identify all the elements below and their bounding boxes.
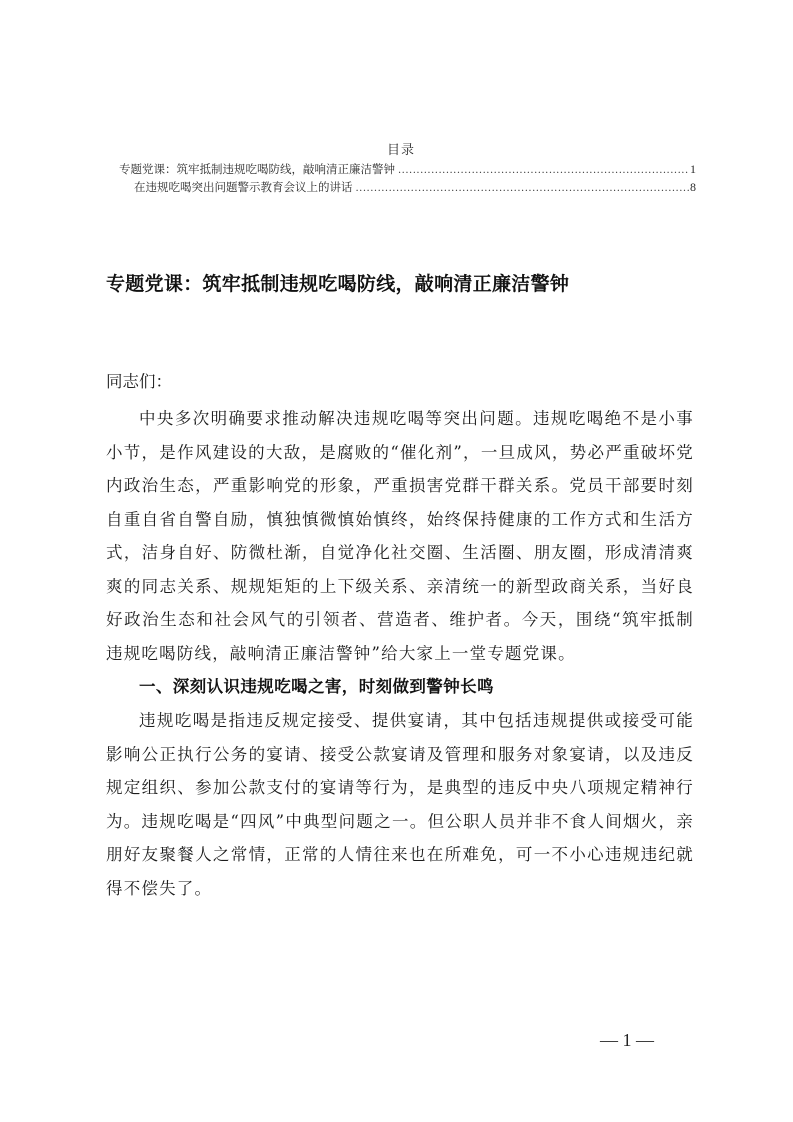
toc-entry[interactable] [106,179,696,197]
toc-title: 目录 [386,143,415,158]
table-of-contents [106,142,696,197]
toc-entry[interactable] [106,161,696,179]
section-heading: 一、深刻认识违规吃喝之害，时刻做到警钟长鸣 [139,677,494,696]
salutation: 同志们： [106,372,172,391]
document-body [106,368,694,905]
toc-dot-leader [356,179,690,197]
toc-dot-leader [398,161,689,179]
body-paragraph: 违规吃喝是指违反规定接受、提供宴请，其中包括违规提供或接受可能影响公正执行公务的宴请、接受公款宴请及管理和服务对象宴请，以及违反规定组织、参加公款支付的宴请等行为，是典型的违反中央八项规定精神行为。违规吃喝是“四风”中典型问题之一。但公职人员并非不食人间烟火，亲朋好友聚餐人之常情，正常的人情往来也在所难免，可一不小心违规违纪就得不偿失了。 [106,711,694,898]
body-paragraph: 中央多次明确要求推动解决违规吃喝等突出问题。违规吃喝绝不是小事小节，是作风建设的大敌，是腐败的“催化剂”，一旦成风，势必严重破坏党内政治生态，严重影响党的形象，严重损害党群干群关系。党员干部要时刻自重自省自警自励，慎独慎微慎始慎终，始终保持健康的工作方式和生活方式，洁身自好、防微杜渐，自觉净化社交圈、生活圈、朋友圈，形成清清爽爽的同志关系、规规矩矩的上下级关系、亲清统一的新型政商关系，当好良好政治生态和社会风气的引领者、营造者、维护者。今天，围绕“筑牢抵制违规吃喝防线，敲响清正廉洁警钟”给大家上一堂专题党课。 [106,409,694,663]
toc-entry-text: 专题党课：筑牢抵制违规吃喝防线，敲响清正廉洁警钟 [119,162,395,176]
document-heading: 专题党课：筑牢抵制违规吃喝防线，敲响清正廉洁警钟 [106,273,570,295]
toc-entry-page: 1 [690,162,696,176]
toc-entry-page: 8 [690,180,696,194]
toc-entry-text: 在违规吃喝突出问题警示教育会议上的讲话 [134,180,353,194]
page-number: — 1 — [600,1030,654,1050]
